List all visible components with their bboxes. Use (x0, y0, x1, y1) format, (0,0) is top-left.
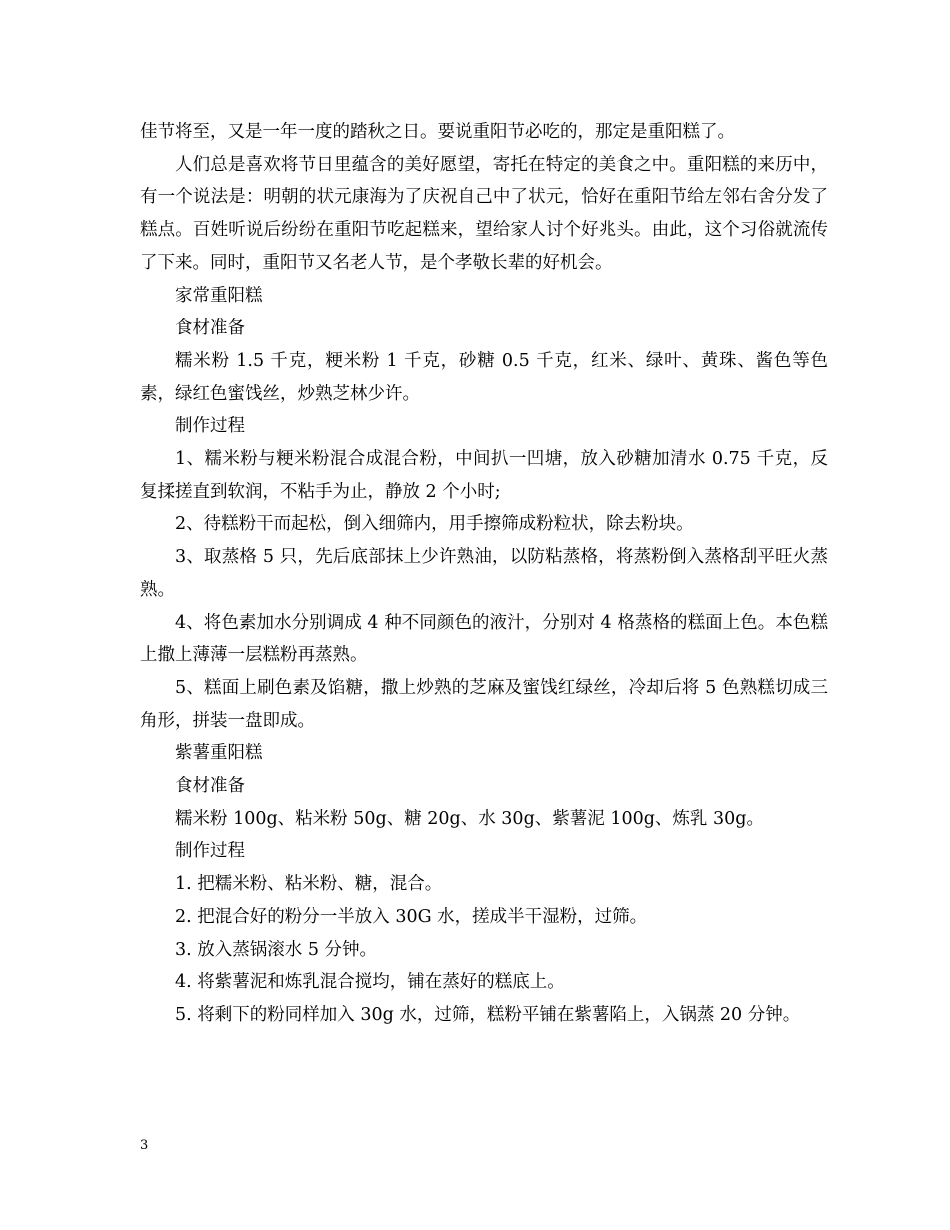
step-paragraph: 5、糕面上刷色素及馅糖，撒上炒熟的芝麻及蜜饯红绿丝，冷却后将 5 色熟糕切成三角形，拼装一盘即成。 (140, 677, 828, 731)
ingredients-paragraph: 糯米粉 1.5 千克，粳米粉 1 千克，砂糖 0.5 千克，红米、绿叶、黄珠、酱色等色素，绿红色蜜饯丝，炒熟芝林少许。 (140, 350, 828, 404)
step-paragraph: 2. 把混合好的粉分一半放入 30G 水，搓成半干湿粉，过筛。 (175, 906, 648, 927)
step-paragraph: 5. 将剩下的粉同样加入 30g 水，过筛，糕粉平铺在紫薯陷上，入锅蒸 20 分钟。 (175, 1004, 801, 1025)
subheading-ingredients: 食材准备 (175, 776, 245, 797)
intro-paragraph: 佳节将至，又是一年一度的踏秋之日。要说重阳节必吃的，那定是重阳糕了。 (140, 122, 735, 142)
subheading-process: 制作过程 (175, 416, 245, 437)
section-heading-home-style: 家常重阳糕 (175, 285, 263, 306)
section-heading-purple-potato: 紫薯重阳糕 (175, 743, 263, 764)
page-body (140, 116, 828, 1032)
step-paragraph: 1、糯米粉与粳米粉混合成混合粉，中间扒一凹塘，放入砂糖加清水 0.75 千克，反复揉搓直到软润，不粘手为止，静放 2 个小时; (140, 449, 828, 502)
ingredients-paragraph: 糯米粉 100g、粘米粉 50g、糖 20g、水 30g、紫薯泥 100g、炼乳 30g。 (175, 808, 764, 829)
step-paragraph: 1. 把糯米粉、粘米粉、糖，混合。 (175, 874, 443, 895)
step-paragraph: 3. 放入蒸锅滚水 5 分钟。 (175, 939, 378, 960)
page-number: 3 (140, 1138, 149, 1153)
history-paragraph: 人们总是喜欢将节日里蕴含的美好愿望，寄托在特定的美食之中。重阳糕的来历中，有一个说法是：明朝的状元康海为了庆祝自己中了状元，恰好在重阳节给左邻右舍分发了糕点。百姓听说后纷纷在重阳节吃起糕来，望给家人讨个好兆头。由此，这个习俗就流传了下来。同时，重阳节又名老人节，是个孝敬长辈的好机会。 (140, 154, 828, 273)
subheading-process: 制作过程 (175, 841, 245, 862)
subheading-ingredients: 食材准备 (175, 318, 245, 339)
step-paragraph: 3、取蒸格 5 只，先后底部抹上少许熟油，以防粘蒸格，将蒸粉倒入蒸格刮平旺火蒸熟。 (140, 547, 828, 600)
step-paragraph: 4、将色素加水分别调成 4 种不同颜色的液汁，分别对 4 格蒸格的糕面上色。本色糕上撒上薄薄一层糕粉再蒸熟。 (140, 612, 828, 666)
step-paragraph: 2、待糕粉干而起松，倒入细筛内，用手擦筛成粉粒状，除去粉块。 (175, 514, 694, 535)
step-paragraph: 4. 将紫薯泥和炼乳混合搅均，铺在蒸好的糕底上。 (175, 972, 565, 993)
